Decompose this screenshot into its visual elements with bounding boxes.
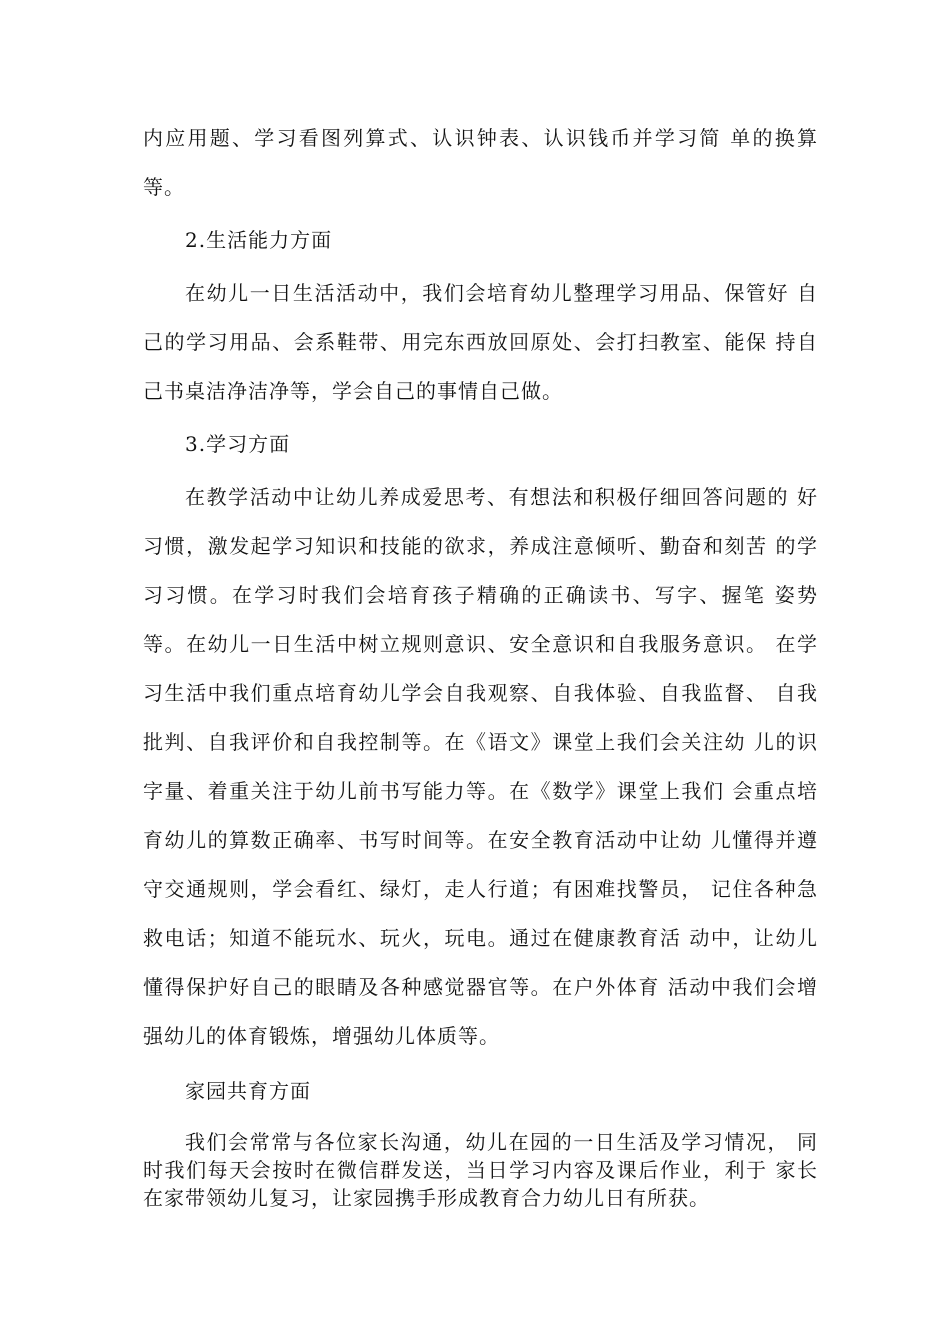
paragraph-math-continued: 内应用题、学习看图列算式、认识钟表、认识钱币并学习简 单的换算等。 [143,126,818,199]
paragraph-study: 在教学活动中让幼儿养成爱思考、有想法和积极仔细回答问题的 好习惯，激发起学习知识和技能的欲求，养成注意倾听、勤奋和刻苦 的学习习惯。在学习时我们会培育孩子精确的正确读书、写字、握笔 姿势等。在幼儿一日生活中树立规则意识、安全意识和自我服务意识。 在学习生活中我们重点培育幼儿学会自我观察、自我体验、自我监督、 自我批判、自我评价和自我控制等。在《语文》课堂上我们会关注幼 儿的识字量、着重关注于幼儿前书写能力等。在《数学》课堂上我们 会重点培育幼儿的算数正确率、书写时间等。在安全教育活动中让幼 儿懂得并遵守交通规则，学会看红、绿灯，走人行道；有困难找警员， 记住各种急救电话；知道不能玩水、玩火，玩电。通过在健康教育活 动中，让幼儿懂得保护好自己的眼睛及各种感觉器官等。在户外体育 活动中我们会增强幼儿的体育锻炼，增强幼儿体质等。 [143,485,818,1048]
heading-home-school: 家园共育方面 [185,1079,311,1103]
paragraph-life-skills: 在幼儿一日生活活动中，我们会培育幼儿整理学习用品、保管好 自己的学习用品、会系鞋带、用完东西放回原处、会打扫教室、能保 持自己书桌洁净洁净等，学会自己的事情自己做。 [143,281,818,403]
heading-life-skills: 2.生活能力方面 [185,228,333,252]
heading-study: 3.学习方面 [185,432,291,456]
paragraph-home-school: 我们会常常与各位家长沟通，幼儿在园的一日生活及学习情况， 同时我们每天会按时在微信群发送，当日学习内容及课后作业，利于 家长在家带领幼儿复习，让家园携手形成教育合力幼儿日有所获。 [143,1130,818,1210]
